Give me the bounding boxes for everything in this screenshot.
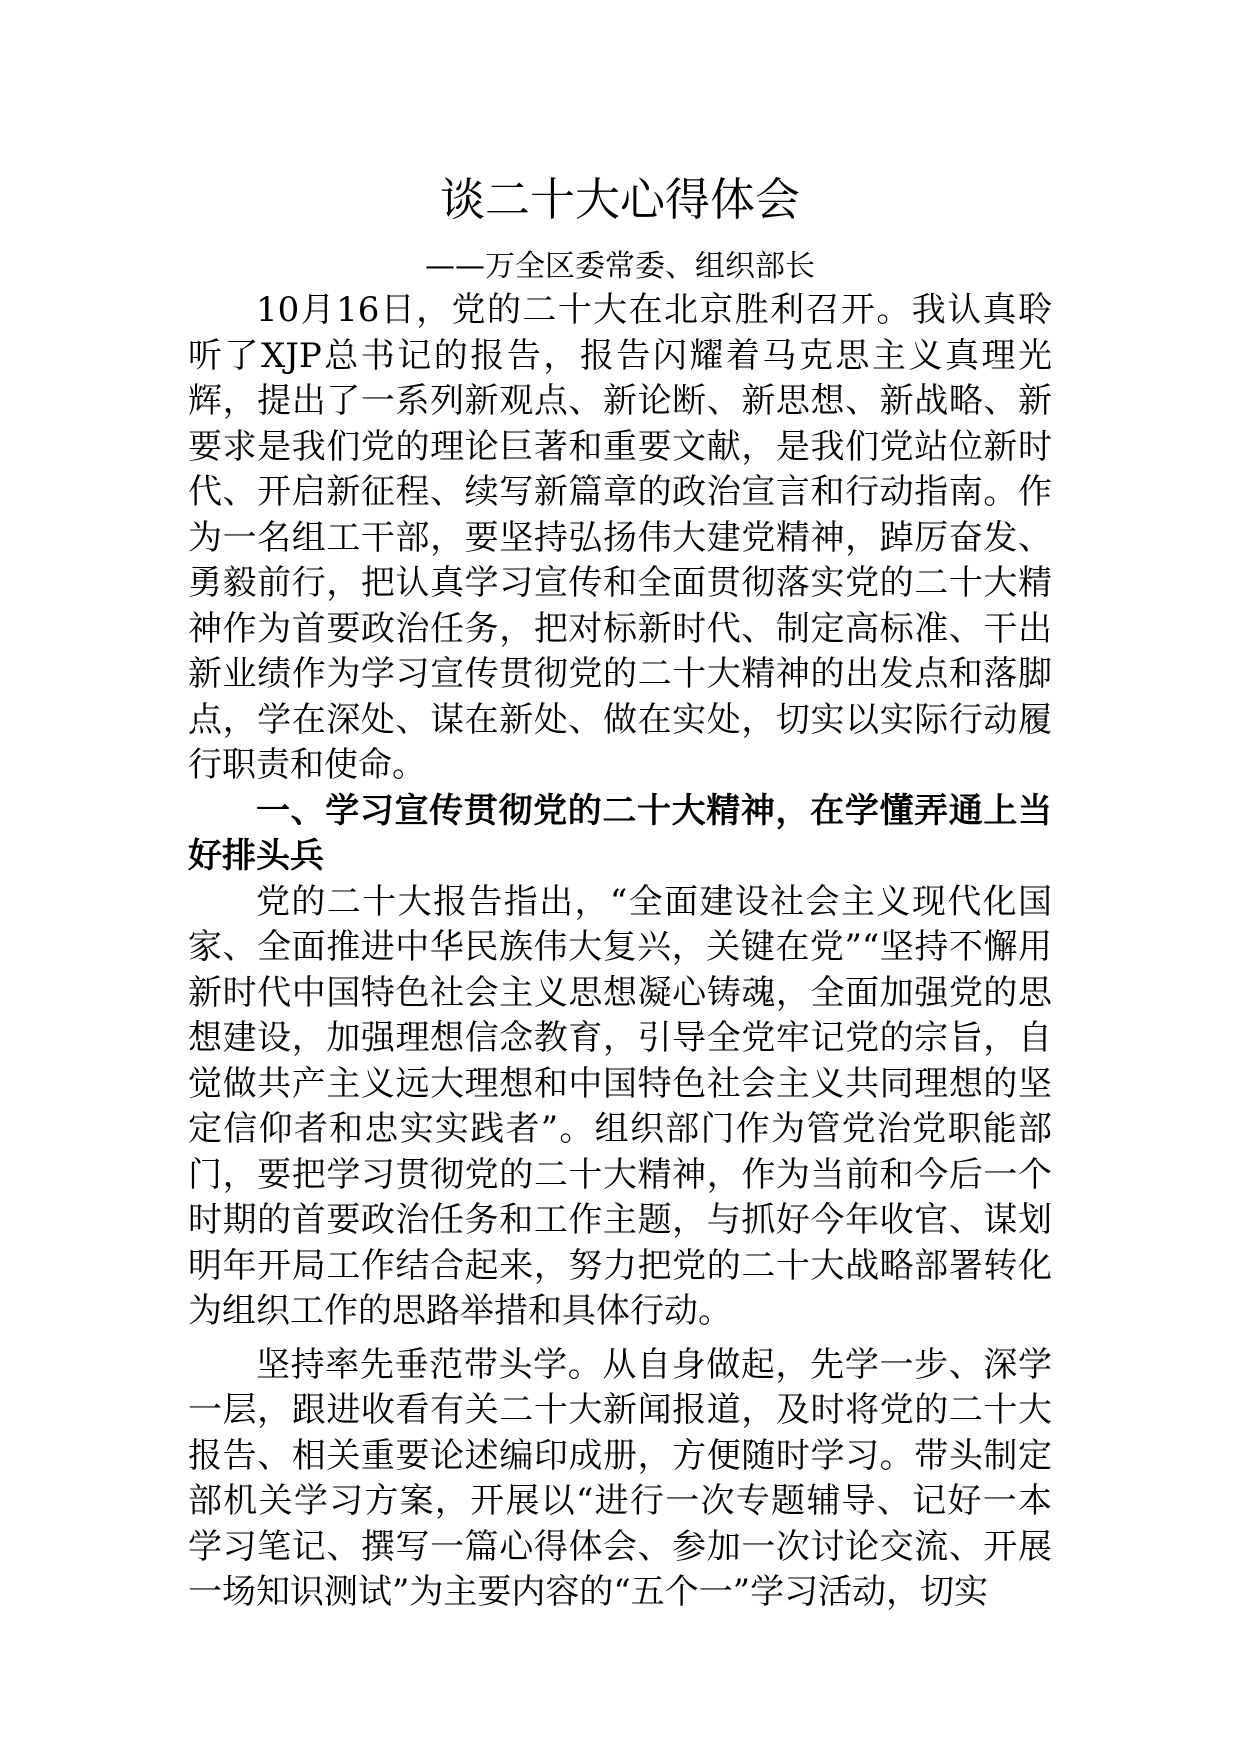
paragraph-section-1: 党的二十大报告指出，“全面建设社会主义现代化国家、全面推进中华民族伟大复兴，关键在党”“坚持不懈用新时代中国特色社会主义思想凝心铸魂，全面加强党的思想建设，加强理想信念教育，引导全党牢记党的宗旨，自觉做共产主义远大理想和中国特色社会主义共同理想的坚定信仰者和忠实实践者”。组织部门作为管党治党职能部门，要把学习贯彻党的二十大精神，作为当前和今后一个时期的首要政治任务和工作主题，与抓好今年收官、谋划明年开局工作结合起来，努力把党的二十大战略部署转化为组织工作的思路举措和具体行动。 — [188, 881, 1052, 1331]
document-title: 谈二十大心得体会 — [439, 173, 800, 226]
document-body — [188, 288, 1052, 1616]
document-subtitle: ——万全区委常委、组织部长 — [425, 249, 815, 284]
paragraph-intro: 10月16日，党的二十大在北京胜利召开。我认真聆听了XJP总书记的报告，报告闪耀着马克思主义真理光辉，提出了一系列新观点、新论断、新思想、新战略、新要求是我们党的理论巨著和重要文献，是我们党站位新时代、开启新征程、续写新篇章的政治宣言和行动指南。作为一名组工干部，要坚持弘扬伟大建党精神，踔厉奋发、勇毅前行，把认真学习宣传和全面贯彻落实党的二十大精神作为首要政治任务，把对标新时代、制定高标准、干出新业绩作为学习宣传贯彻党的二十大精神的出发点和落脚点，学在深处、谋在新处、做在实处，切实以实际行动履行职责和使命。 — [188, 290, 1052, 785]
section-heading-1: 一、学习宣传贯彻党的二十大精神，在学懂弄通上当好排头兵 — [188, 790, 1052, 876]
paragraph-lead-by-example: 坚持率先垂范带头学。从自身做起，先学一步、深学一层，跟进收看有关二十大新闻报道，及时将党的二十大报告、相关重要论述编印成册，方便随时学习。带头制定部机关学习方案，开展以“进行一次专题辅导、记好一本学习笔记、撰写一篇心得体会、参加一次讨论交流、开展一场知识测试”为主要内容的“五个一”学习活动，切实 — [188, 1344, 1052, 1612]
